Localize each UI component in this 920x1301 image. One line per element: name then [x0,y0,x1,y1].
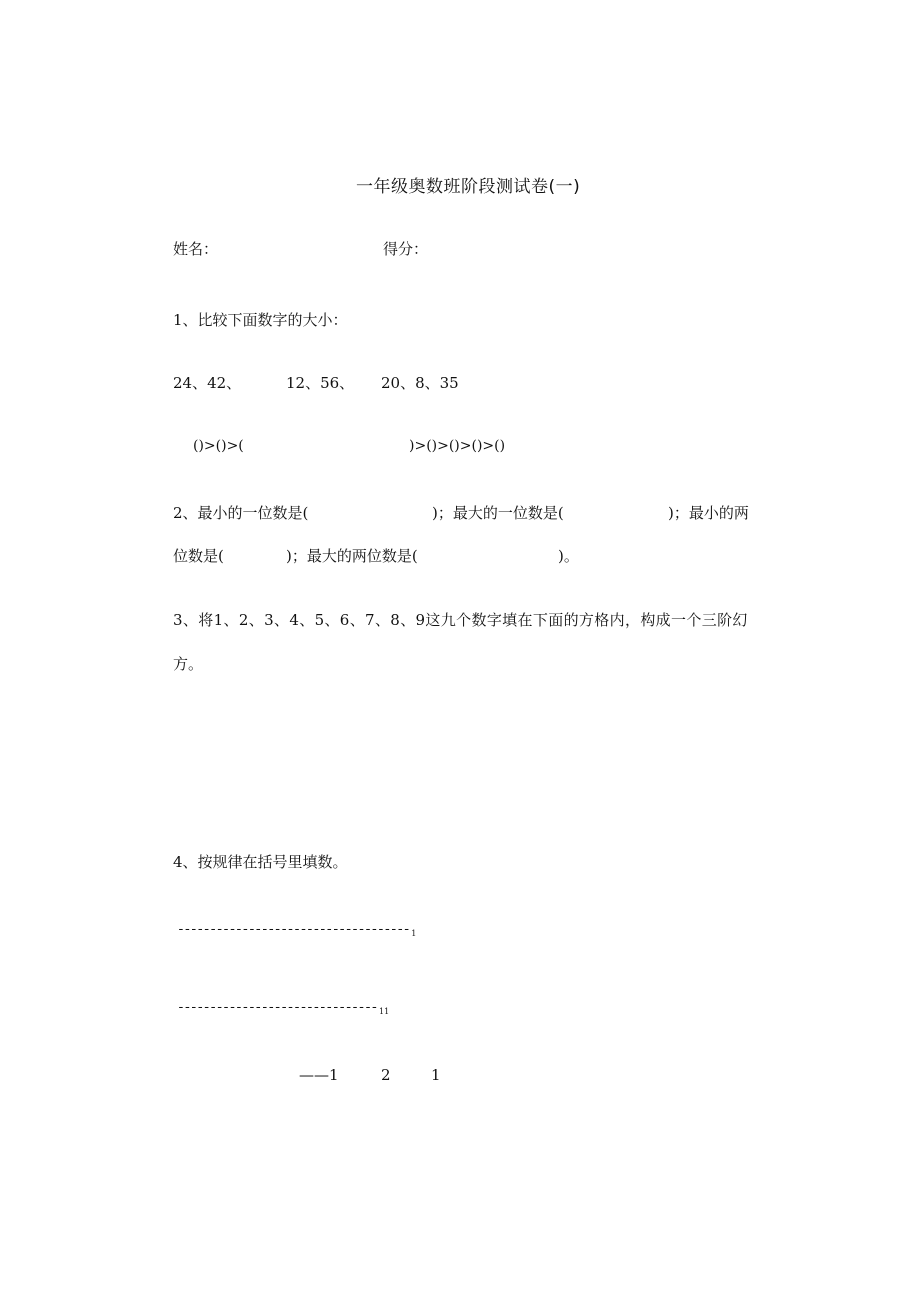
q1-group-a: 24、42、 [173,374,242,392]
q1-answer-left: ()>()>( [193,438,244,454]
q4-row1-dashes: ------------------------------------ [177,922,410,937]
q1-group-c: 20、8、35 [381,374,459,392]
q1-group-b: 12、56、 [286,374,355,392]
q2-line1-b: )；最大的一位数是( [432,504,564,522]
q4-row2-end: 11 [379,1007,390,1016]
score-label: 得分： [383,240,429,258]
q3-line2: 方。 [173,655,204,673]
q2-line2-a: 位数是( [173,547,224,565]
q2-line1-c: )；最小的两 [668,504,749,522]
name-label: 姓名： [173,240,219,258]
q2-line2-b: )；最大的两位数是( [286,547,418,565]
q2-line1-a: 2、最小的一位数是( [173,504,309,522]
q4-row2 [177,996,389,1016]
q4-row1 [177,918,416,938]
q4-row3-lead: ——1 [299,1066,339,1084]
q1-answer-right: )>()>()>()>() [409,438,506,454]
q4-row2-dashes: ------------------------------- [177,1000,377,1015]
page-title: 一年级奥数班阶段测试卷(一) [356,177,581,197]
q4-row3-end: 1 [431,1066,441,1084]
q3-line1: 3、将1、2、3、4、5、6、7、8、9这九个数字填在下面的方格内，构成一个三阶幻 [173,611,748,629]
q4-row3-mid: 2 [381,1066,391,1084]
q2-line2-c: )。 [558,547,579,565]
q4-prompt: 4、按规律在括号里填数。 [173,853,348,871]
q1-prompt: 1、比较下面数字的大小： [173,311,348,329]
q4-row1-end: 1 [411,929,417,938]
